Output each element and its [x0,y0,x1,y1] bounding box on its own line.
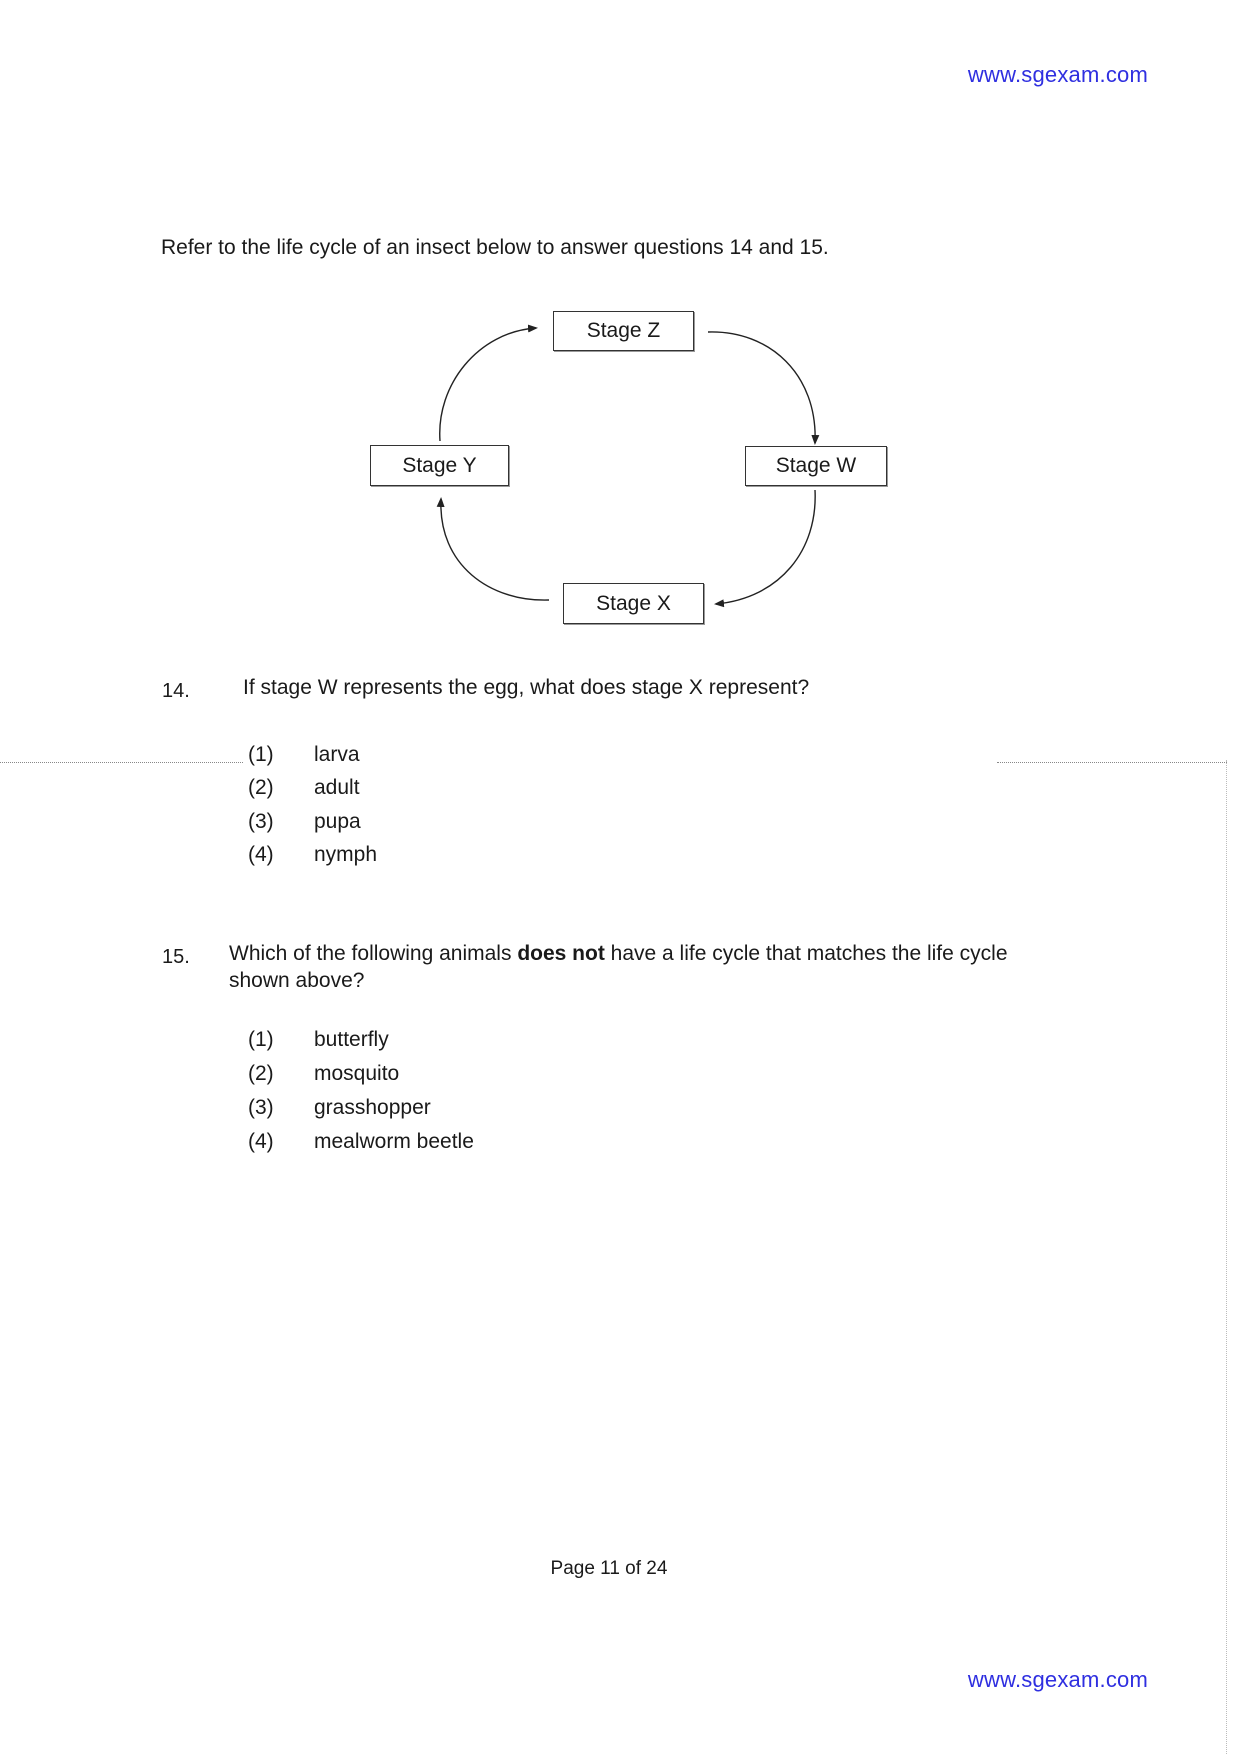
page-number: Page 11 of 24 [550,1558,668,1579]
option-label: pupa [314,810,361,833]
stage-w-label: Stage W [775,454,857,477]
question-14-option-3 [248,810,361,834]
option-label: adult [314,776,360,799]
option-number: (1) [248,743,274,766]
question-14-option-4 [248,843,377,867]
option-number: (3) [248,810,274,833]
question-15-option-1 [248,1028,389,1052]
diagram-instruction: Refer to the life cycle of an insect below to answer questions 14 and 15. [161,236,829,259]
question-15-emphasis: does not [517,942,605,965]
option-number: (2) [248,776,274,799]
question-15-option-4 [248,1130,474,1154]
question-15-option-2 [248,1062,399,1086]
option-label: mosquito [314,1062,400,1085]
question-15-option-3 [248,1096,431,1120]
watermark-url-bottom: www.sgexam.com [967,1667,1148,1692]
stage-y-box [370,445,509,486]
stage-y-label: Stage Y [402,453,477,477]
question-15-number: 15. [162,946,190,968]
question-14-text: If stage W represents the egg, what does stage X represent? [243,676,810,699]
stage-x-label: Stage X [596,591,671,615]
question-14-option-1 [248,743,360,767]
question-15-text [229,940,1008,994]
question-14-number: 14. [162,680,190,702]
stage-z-label: Stage Z [586,319,661,342]
arrow-x-to-y [441,499,549,600]
question-15-text-end: have a life cycle that matches the life cycle [604,942,1008,965]
option-label: grasshopper [314,1096,431,1119]
option-number: (2) [248,1062,274,1085]
arrow-w-to-x [716,490,815,604]
option-label: larva [314,743,360,766]
question-15-text-line2: shown above? [229,969,365,992]
question-14-option-2 [248,776,360,800]
question-15-text-start: Which of the following animals [229,942,518,965]
option-label: butterfly [314,1028,389,1051]
arrow-z-to-w [708,332,815,443]
watermark-url-top: www.sgexam.com [967,62,1148,87]
scan-dotted-line-right [997,762,1227,763]
stage-w-box [745,446,887,486]
scan-page-edge [1226,760,1227,1754]
option-label: nymph [314,843,378,866]
option-number: (4) [248,843,274,866]
scan-dotted-line-left [0,762,243,763]
stage-z-box [553,311,694,351]
option-number: (1) [248,1028,274,1051]
option-number: (3) [248,1096,274,1119]
option-number: (4) [248,1130,274,1153]
stage-x-box [563,583,704,624]
option-label: mealworm beetle [314,1130,474,1153]
arrow-y-to-z [440,328,536,441]
